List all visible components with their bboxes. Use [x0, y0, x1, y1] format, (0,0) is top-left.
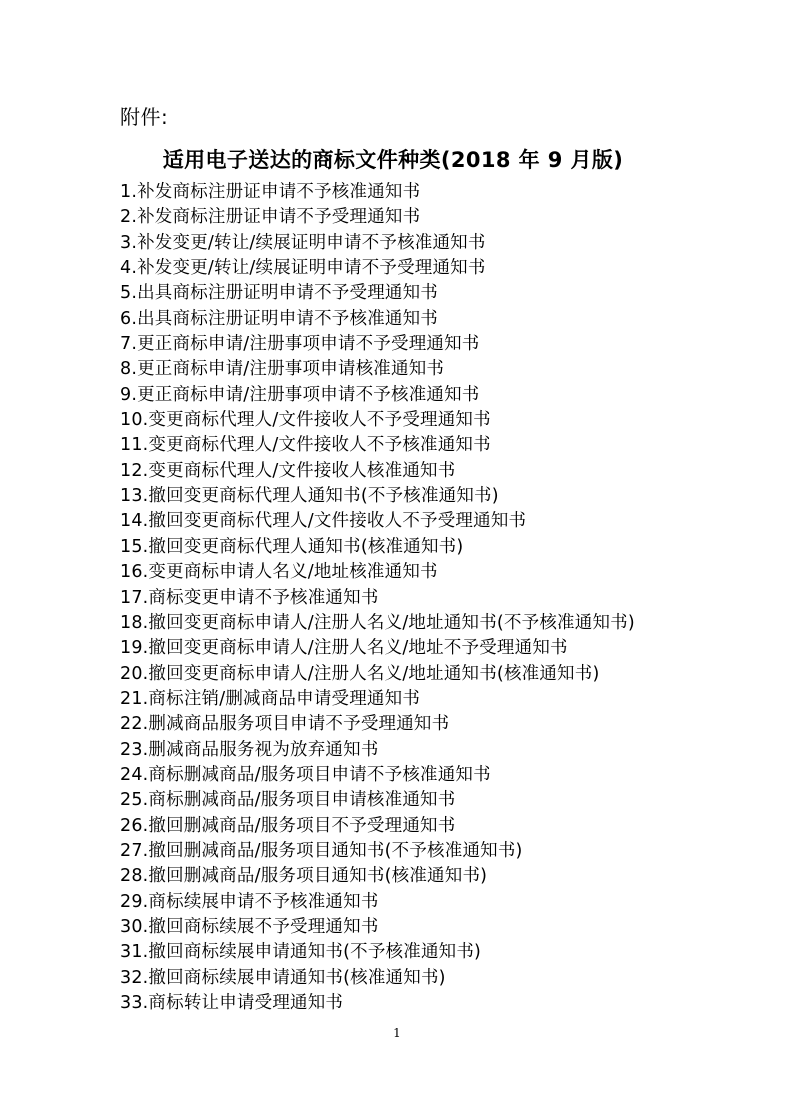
list-item: 21.商标注销/删减商品申请受理通知书: [120, 688, 421, 709]
document-title: 适用电子送达的商标文件种类(2018 年 9 月版): [162, 148, 624, 172]
list-item: 1.补发商标注册证申请不予核准通知书: [120, 182, 421, 202]
list-item: 24.商标删减商品/服务项目申请不予核准通知书: [120, 764, 491, 785]
list-item: 20.撤回变更商标申请人/注册人名义/地址通知书(核准通知书): [120, 663, 600, 684]
list-item: 28.撤回删减商品/服务项目通知书(核准通知书): [120, 866, 488, 887]
list-item: 13.撤回变更商标代理人通知书(不予核准通知书): [120, 486, 499, 507]
list-item: 7.更正商标申请/注册事项申请不予受理通知书: [120, 334, 480, 355]
list-item: 5.出具商标注册证明申请不予受理通知书: [120, 283, 438, 304]
list-item: 17.商标变更申请不予核准通知书: [120, 587, 379, 608]
list-item: 9.更正商标申请/注册事项申请不予核准通知书: [120, 384, 480, 405]
list-item: 26.撤回删减商品/服务项目不予受理通知书: [120, 815, 456, 836]
list-item: 29.商标续展申请不予核准通知书: [120, 891, 379, 912]
list-item: 23.删减商品服务视为放弃通知书: [120, 739, 379, 760]
list-item: 22.删减商品服务项目申请不予受理通知书: [120, 714, 450, 735]
list-item: 33.商标转让申请受理通知书: [120, 993, 344, 1013]
list-item: 15.撤回变更商标代理人通知书(核准通知书): [120, 536, 464, 557]
list-item: 2.补发商标注册证申请不予受理通知书: [120, 207, 421, 228]
list-item: 10.变更商标代理人/文件接收人不予受理通知书: [120, 410, 491, 431]
list-item: 6.出具商标注册证明申请不予核准通知书: [120, 308, 438, 329]
attachment-label: 附件:: [120, 105, 169, 129]
list-item: 16.变更商标申请人名义/地址核准通知书: [120, 562, 438, 583]
list-item: 19.撤回变更商标申请人/注册人名义/地址不予受理通知书: [120, 638, 568, 659]
list-item: 31.撤回商标续展申请通知书(不予核准通知书): [120, 942, 482, 963]
document-type-list: [120, 180, 635, 1016]
list-item: 12.变更商标代理人/文件接收人核准通知书: [120, 460, 456, 481]
page-number: 1: [393, 1026, 401, 1040]
list-item: 3.补发变更/转让/续展证明申请不予核准通知书: [120, 232, 486, 253]
list-item: 25.商标删减商品/服务项目申请核准通知书: [120, 790, 456, 811]
list-item: 30.撤回商标续展不予受理通知书: [120, 916, 379, 937]
list-item: 32.撤回商标续展申请通知书(核准通知书): [120, 967, 446, 988]
list-item: 18.撤回变更商标申请人/注册人名义/地址通知书(不予核准通知书): [120, 612, 635, 633]
list-item: 4.补发变更/转让/续展证明申请不予受理通知书: [120, 258, 486, 279]
list-item: 11.变更商标代理人/文件接收人不予核准通知书: [120, 435, 491, 456]
list-item: 14.撤回变更商标代理人/文件接收人不予受理通知书: [120, 511, 527, 532]
list-item: 8.更正商标申请/注册事项申请核准通知书: [120, 359, 445, 380]
list-item: 27.撤回删减商品/服务项目通知书(不予核准通知书): [120, 840, 523, 861]
